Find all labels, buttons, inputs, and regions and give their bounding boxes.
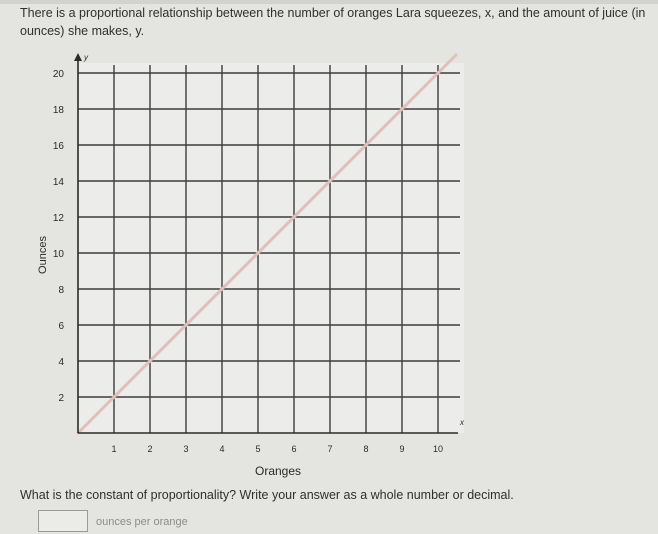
y-tick-label: 18 [52, 105, 64, 116]
answer-unit-label: ounces per orange [96, 516, 188, 528]
question-text: What is the constant of proportionality? Write your answer as a whole number or decimal. [20, 488, 514, 502]
x-axis-letter: x [460, 418, 464, 427]
plot-background [78, 63, 464, 433]
answer-input[interactable] [38, 510, 88, 532]
x-tick-label: 4 [219, 444, 225, 454]
x-axis-title: Oranges [254, 464, 302, 478]
x-tick-label: 10 [432, 444, 444, 454]
y-tick-label: 8 [58, 285, 64, 296]
y-axis-arrow [74, 53, 82, 61]
x-tick-label: 2 [147, 444, 153, 454]
y-tick-label: 10 [52, 249, 64, 260]
y-tick-label: 12 [52, 213, 64, 224]
y-tick-label: 6 [58, 321, 64, 332]
y-tick-label: 20 [52, 69, 64, 80]
proportion-chart [0, 40, 658, 480]
x-tick-label: 5 [255, 444, 261, 454]
y-tick-label: 2 [58, 393, 64, 404]
x-tick-label: 8 [363, 444, 369, 454]
y-axis-letter: y [84, 53, 88, 62]
x-tick-label: 6 [291, 444, 297, 454]
y-axis-title: Ounces [37, 236, 49, 274]
chart-area [0, 40, 658, 480]
y-tick-label: 4 [58, 357, 64, 368]
x-tick-label: 1 [111, 444, 117, 454]
x-tick-label: 7 [327, 444, 333, 454]
x-tick-label: 3 [183, 444, 189, 454]
problem-prompt: There is a proportional relationship between the number of oranges Lara squeezes, x, and the amount of juice (in ounces) she makes, y. [20, 6, 646, 38]
y-tick-label: 14 [52, 177, 64, 188]
y-tick-label: 16 [52, 141, 64, 152]
x-tick-label: 9 [399, 444, 405, 454]
grid-layer [78, 63, 464, 433]
